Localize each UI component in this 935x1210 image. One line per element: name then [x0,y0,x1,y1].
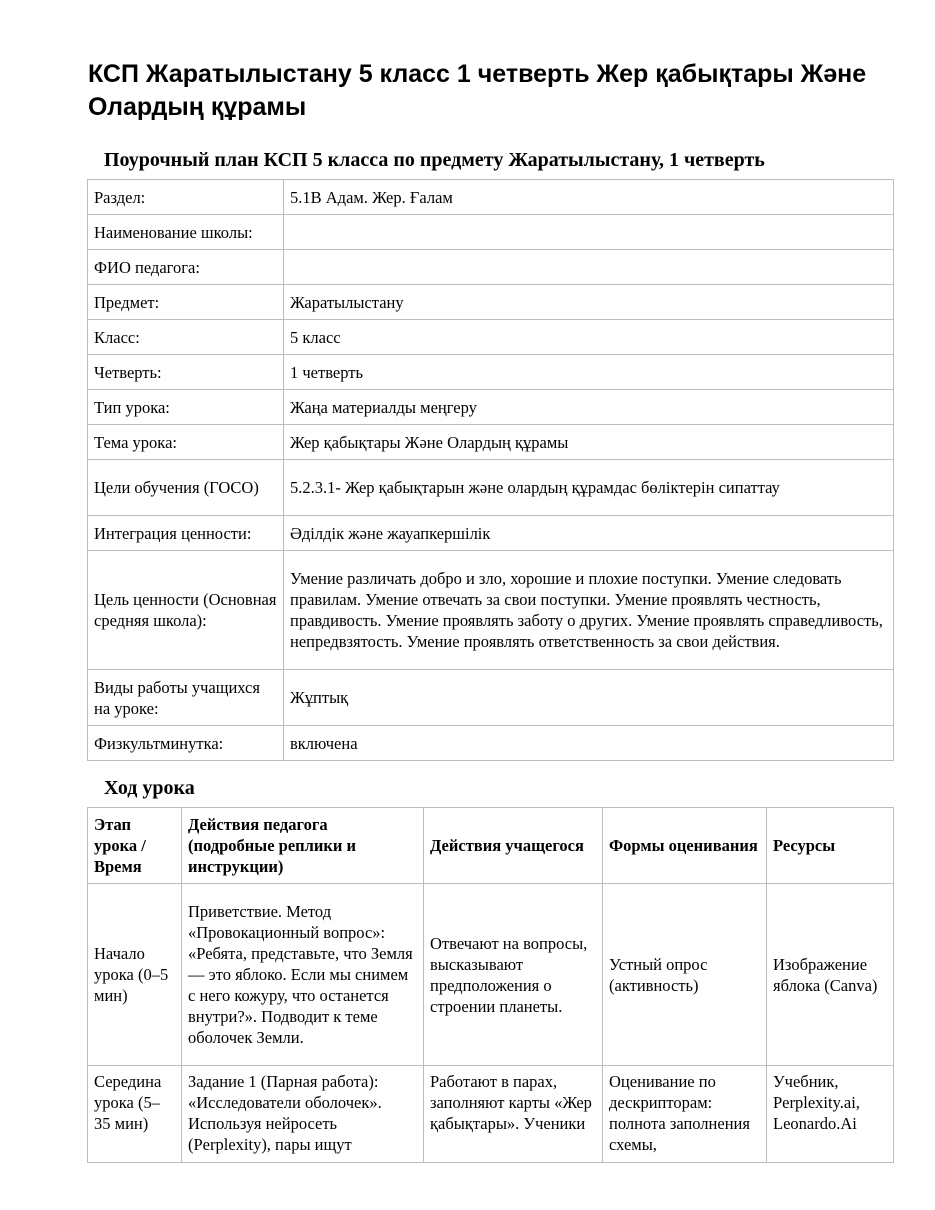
plan-value: Жер қабықтары Және Олардың құрамы [284,425,894,460]
plan-row-section [88,180,894,215]
column-header-student-actions: Действия учащегося [424,808,603,884]
plan-row-quarter [88,355,894,390]
plan-row-physical-minute [88,726,894,761]
plan-row-objectives [88,460,894,516]
plan-value [284,215,894,250]
plan-value: 5 класс [284,320,894,355]
student-actions-cell: Работают в парах, заполняют карты «Жер қабықтары». Ученики [424,1066,603,1163]
column-header-assessment: Формы оценивания [603,808,767,884]
lesson-row-middle [88,1066,894,1163]
plan-label: Интеграция ценности: [88,516,284,551]
lesson-flow-table [87,807,894,1163]
lesson-heading: Ход урока [104,777,195,799]
plan-label: Наименование школы: [88,215,284,250]
lesson-header-row [88,808,894,884]
plan-row-grade [88,320,894,355]
plan-row-subject [88,285,894,320]
resources-cell: Учебник, Perplexity.ai, Leonardo.Ai [767,1066,894,1163]
document-title: КСП Жаратылыстану 5 класс 1 четверть Жер қабықтары Және Олардың құрамы [88,60,867,121]
teacher-actions-cell: Задание 1 (Парная работа): «Исследователи оболочек». Используя нейросеть (Perplexity), пары ищут [182,1066,424,1163]
plan-value: Жаратылыстану [284,285,894,320]
plan-label: Класс: [88,320,284,355]
resources-cell: Изображение яблока (Canva) [767,884,894,1066]
plan-value: 5.1В Адам. Жер. Ғалам [284,180,894,215]
plan-label: Виды работы учащихся на уроке: [88,670,284,726]
plan-label: Цели обучения (ГОСО) [88,460,284,516]
plan-label: ФИО педагога: [88,250,284,285]
plan-value: Жұптық [284,670,894,726]
plan-row-value-integration [88,516,894,551]
plan-value: 1 четверть [284,355,894,390]
plan-row-topic [88,425,894,460]
lesson-plan-table [87,179,894,761]
column-header-resources: Ресурсы [767,808,894,884]
plan-value: Умение различать добро и зло, хорошие и плохие поступки. Умение следовать правилам. Умение отвечать за свои поступки. Умение проявлять честность, правдивость. Умение проявлять заботу о других. Умение проявлять справедливость, непредвзятость. Умение проявлять ответственность за свои действия. [284,551,894,670]
stage-cell: Начало урока (0–5 мин) [88,884,182,1066]
plan-value: Әділдік және жауапкершілік [284,516,894,551]
column-header-stage: Этап урока / Время [88,808,182,884]
plan-label: Раздел: [88,180,284,215]
plan-value: 5.2.3.1- Жер қабықтарын және олардың құрамдас бөліктерін сипаттау [284,460,894,516]
plan-row-teacher [88,250,894,285]
plan-label: Предмет: [88,285,284,320]
plan-value [284,250,894,285]
assessment-cell: Оценивание по дескрипторам: полнота заполнения схемы, [603,1066,767,1163]
plan-label: Цель ценности (Основная средняя школа): [88,551,284,670]
plan-label: Тип урока: [88,390,284,425]
plan-label: Тема урока: [88,425,284,460]
plan-label: Четверть: [88,355,284,390]
teacher-actions-cell: Приветствие. Метод «Провокационный вопрос»: «Ребята, представьте, что Земля — это яблоко. Если мы снимем с него кожуру, что останется внутри?». Подводит к теме оболочек Земли. [182,884,424,1066]
plan-value: включена [284,726,894,761]
column-header-teacher-actions: Действия педагога (подробные реплики и инструкции) [182,808,424,884]
plan-row-school [88,215,894,250]
assessment-cell: Устный опрос (активность) [603,884,767,1066]
plan-heading: Поурочный план КСП 5 класса по предмету Жаратылыстану, 1 четверть [104,149,765,171]
stage-cell: Середина урока (5–35 мин) [88,1066,182,1163]
plan-row-work-types [88,670,894,726]
plan-value: Жаңа материалды меңгеру [284,390,894,425]
plan-label: Физкультминутка: [88,726,284,761]
student-actions-cell: Отвечают на вопросы, высказывают предположения о строении планеты. [424,884,603,1066]
plan-row-lesson-type [88,390,894,425]
lesson-row-start [88,884,894,1066]
plan-row-value-goal [88,551,894,670]
